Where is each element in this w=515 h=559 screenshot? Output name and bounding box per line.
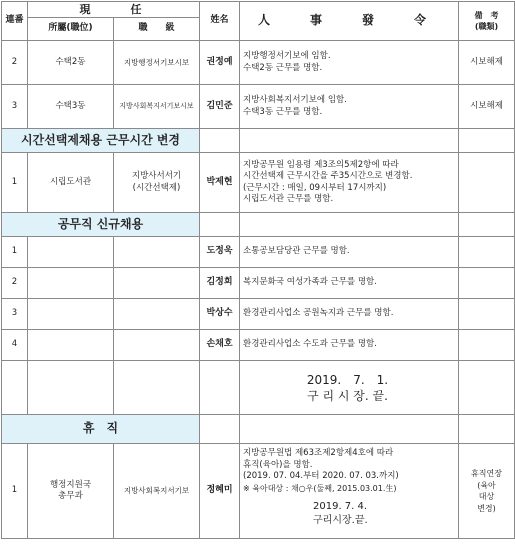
current-header: 現 任 — [28, 2, 200, 18]
row-order — [240, 85, 459, 129]
remarks-header-line2: (職類) — [474, 22, 499, 31]
remarks-line: 휴직연장 — [471, 469, 502, 478]
section-title: 시간선택제채용 근무시간 변경 — [2, 129, 200, 153]
row-name: 김민준 — [200, 85, 240, 129]
row-name: 박제현 — [200, 153, 240, 213]
table-row — [2, 237, 515, 268]
order-line: 수택2동 근무를 명함. — [243, 62, 323, 73]
row-order: 복지문화국 여성가족과 근무를 명함. — [240, 268, 459, 299]
row-order: 환경관리사업소 수도과 근무를 명함. — [240, 330, 459, 361]
row-name: 박상수 — [200, 299, 240, 330]
row-number: 1 — [2, 153, 28, 213]
table-row — [2, 153, 515, 213]
row-grade: 지방행정서기보시보 — [114, 41, 200, 85]
row-order: 환경관리사업소 공원녹지과 근무를 명함. — [240, 299, 459, 330]
order-line: 수택3동 근무를 명함. — [243, 106, 323, 117]
signature-name: 구리시장.끝. — [313, 515, 368, 526]
section-row — [2, 213, 515, 237]
order-line: 시간선택제 근무시간을 주35시간으로 변경함. — [243, 171, 413, 181]
order-header: 人 事 發 令 — [240, 2, 459, 41]
row-number: 2 — [2, 41, 28, 85]
section-row — [2, 129, 515, 153]
serial-header: 連番 — [2, 2, 28, 41]
row-order — [240, 444, 459, 539]
row-order — [240, 41, 459, 85]
order-line: ※ 육아대상 : 채○우(둘째, 2015.03.01.生) — [243, 483, 397, 493]
section-row — [2, 415, 515, 444]
grade-line: 지방사서서기 — [131, 171, 182, 181]
affiliation-line: 행정지원국 — [49, 479, 92, 490]
row-number: 3 — [2, 85, 28, 129]
signature-name: 구 리 시 장. 끝. — [307, 388, 388, 403]
row-affiliation: 수택2동 — [28, 41, 114, 85]
signature-date: 2019. 7. 4. — [313, 501, 368, 512]
section-title: 휴 직 — [2, 415, 200, 444]
row-number: 2 — [2, 268, 28, 299]
signature-date: 2019. 7. 1. — [306, 372, 389, 387]
remarks-line: 대상 — [478, 492, 495, 501]
row-name: 정혜미 — [200, 444, 240, 539]
row-number: 4 — [2, 330, 28, 361]
affiliation-header: 所屬(職位) — [28, 18, 114, 41]
signature-block — [240, 361, 459, 415]
name-header: 姓名 — [200, 2, 240, 41]
order-line: (근무시간 : 매일, 09시부터 17시까지) — [243, 182, 387, 193]
row-grade: 지방사회복지서기보시보 — [114, 85, 200, 129]
signature-row — [2, 361, 515, 415]
order-line: 지방공무원법 제63조제2항제4호에 따라 — [243, 448, 394, 458]
table-row — [2, 299, 515, 330]
order-line: (2019. 07. 04.부터 2020. 07. 03.까지) — [243, 471, 399, 481]
table-row — [2, 85, 515, 129]
row-order — [240, 153, 459, 213]
table-row — [2, 41, 515, 85]
order-line: 지방행정서기보에 임함. — [243, 51, 331, 61]
table-row — [2, 268, 515, 299]
order-line: 지방공무원 임용령 제3조의5제2항에 따라 — [243, 159, 399, 170]
table-row — [2, 330, 515, 361]
row-name: 김정희 — [200, 268, 240, 299]
row-remarks — [459, 153, 515, 213]
order-line: 지방사회복지서기보에 임함. — [243, 95, 347, 105]
row-affiliation: 수택3동 — [28, 85, 114, 129]
remarks-header-line1: 備 考 — [474, 10, 499, 20]
row-grade: 지방사회복지서기보 — [114, 444, 200, 539]
personnel-order-table — [1, 1, 515, 539]
row-grade — [114, 153, 200, 213]
row-name: 도정욱 — [200, 237, 240, 268]
remarks-line: 변경) — [477, 503, 496, 513]
order-line: 휴직(육아)을 명함. — [243, 459, 313, 470]
row-affiliation — [28, 444, 114, 539]
grade-header: 職 級 — [114, 18, 200, 41]
affiliation-line: 총무과 — [58, 491, 83, 501]
row-name: 손채호 — [200, 330, 240, 361]
section-title: 공무직 신규채용 — [2, 213, 200, 237]
row-remarks: 시보해제 — [459, 41, 515, 85]
remarks-line: (육아 — [477, 480, 496, 490]
row-number: 1 — [2, 444, 28, 539]
remarks-header — [459, 2, 515, 41]
row-order: 소통공보담당관 근무를 명함. — [240, 237, 459, 268]
row-remarks — [459, 444, 515, 539]
row-number: 3 — [2, 299, 28, 330]
row-name: 권정예 — [200, 41, 240, 85]
order-line: 시립도서관 근무를 명함. — [243, 194, 334, 204]
row-affiliation: 시립도서관 — [28, 153, 114, 213]
row-number: 1 — [2, 237, 28, 268]
table-row — [2, 444, 515, 539]
header-row-1 — [2, 2, 515, 18]
row-remarks: 시보해제 — [459, 85, 515, 129]
grade-line: (시간선택제) — [132, 182, 181, 193]
